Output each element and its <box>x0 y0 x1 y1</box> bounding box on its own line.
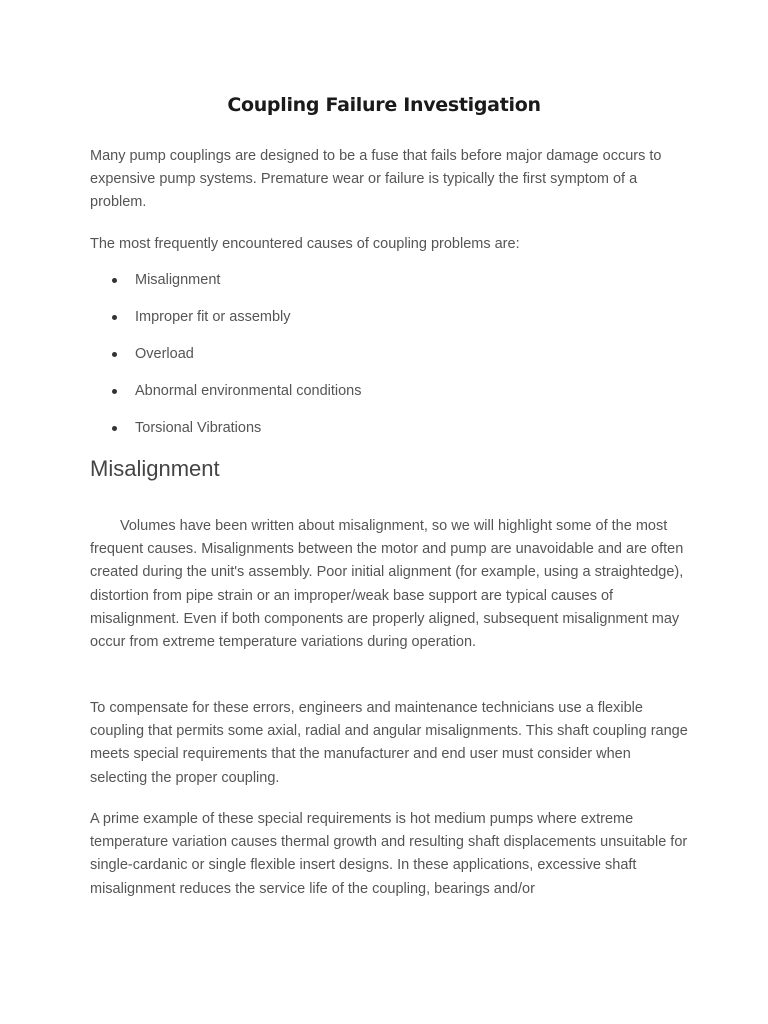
list-item-label: Abnormal environmental conditions <box>135 383 362 399</box>
causes-list <box>90 269 690 454</box>
list-item-label: Overload <box>135 346 194 362</box>
list-item <box>90 269 690 306</box>
list-item <box>90 380 690 417</box>
bullet-icon <box>112 278 117 283</box>
bullet-icon <box>112 352 117 357</box>
list-item <box>90 306 690 343</box>
list-item <box>90 417 690 454</box>
list-item-label: Misalignment <box>135 272 221 288</box>
body-paragraph: To compensate for these errors, engineers and maintenance technicians use a flexible coupling that permits some axial, radial and angular misalignments. This shaft coupling range meets special requirements that the manufacturer and end user must consider when selecting the proper coupling. <box>90 700 688 786</box>
bullet-icon <box>112 426 117 431</box>
section-heading-misalignment: Misalignment <box>90 456 220 481</box>
causes-lead-paragraph: The most frequently encountered causes of coupling problems are: <box>90 236 520 252</box>
intro-paragraph: Many pump couplings are designed to be a fuse that fails before major damage occurs to expensive pump systems. Premature wear or failure is typically the first symptom of a problem. <box>90 148 662 211</box>
bullet-icon <box>112 315 117 320</box>
body-paragraph: Volumes have been written about misalignment, so we will highlight some of the most frequent causes. Misalignments between the motor and pump are unavoidable and are often created during the unit's assembly. Poor initial alignment (for example, using a straightedge), distortion from pipe strain or an improper/weak base support are typical causes of misalignment. Even if both components are properly aligned, subsequent misalignment may occur from extreme temperature variations during operation. <box>90 518 684 651</box>
bullet-icon <box>112 389 117 394</box>
body-paragraph: A prime example of these special requirements is hot medium pumps where extreme temperature variation causes thermal growth and resulting shaft displacements unsuitable for single-cardanic or single flexible insert designs. In these applications, excessive shaft misalignment reduces the service life of the coupling, bearings and/or <box>90 811 688 897</box>
list-item-label: Torsional Vibrations <box>135 420 262 436</box>
list-item-label: Improper fit or assembly <box>135 309 291 325</box>
page-title: Coupling Failure Investigation <box>227 94 541 116</box>
list-item <box>90 343 690 380</box>
